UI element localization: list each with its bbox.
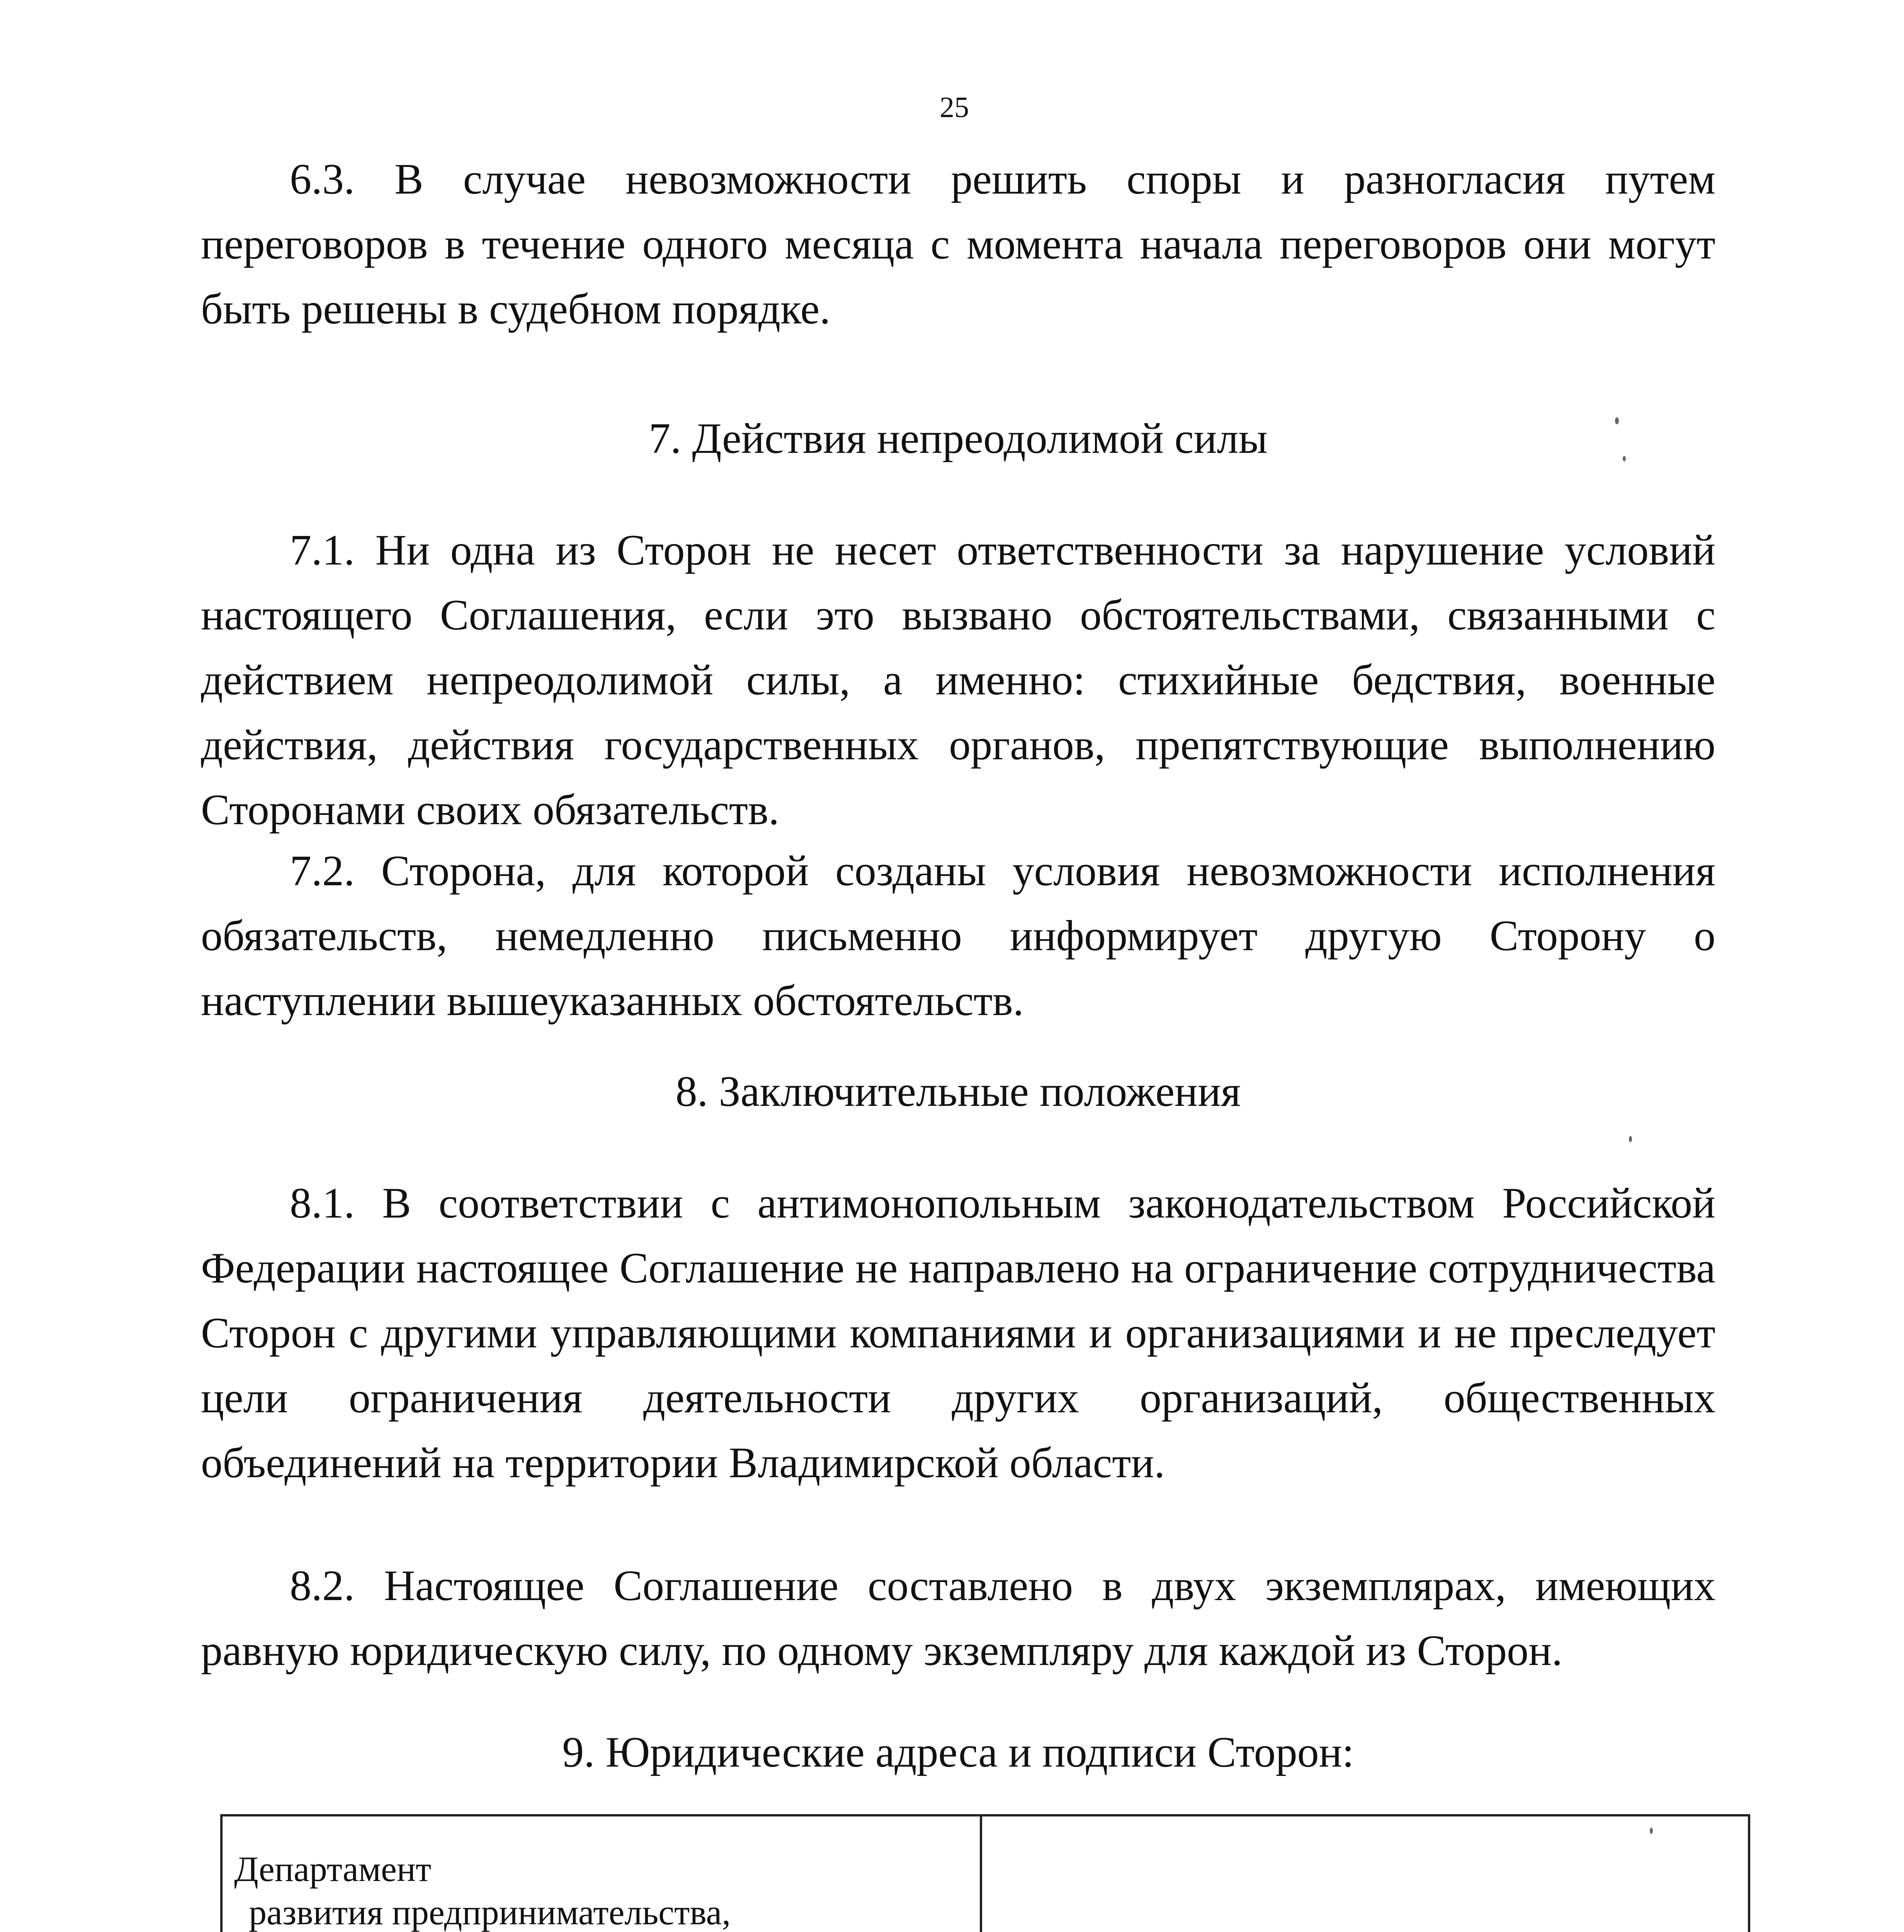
paragraph-7-1: 7.1. Ни одна из Сторон не несет ответственности за нарушение условий настоящего Соглашения, если это вызвано обстоятельствами, связанными с действием непреодолимой силы, а именно: стихийные бедствия, военные действия, действия государственных органов, препятствующие выполнению Сторонами своих обязательств. — [201, 526, 1715, 834]
scan-speck — [1650, 1828, 1653, 1834]
signature-party-left — [234, 1847, 960, 1932]
signature-table — [220, 1814, 1750, 1932]
scan-speck — [1629, 1136, 1632, 1142]
scan-speck — [1615, 417, 1619, 424]
heading-section-9: 9. Юридические адреса и подписи Сторон: — [562, 1728, 1354, 1776]
paragraph-7-2: 7.2. Сторона, для которой созданы условия невозможности исполнения обязательств, немедленно письменно информирует другую Сторону о наступлении вышеуказанных обстоятельств. — [201, 847, 1715, 1025]
heading-section-7: 7. Действия непреодолимой силы — [649, 415, 1268, 463]
paragraph-6-3: 6.3. В случае невозможности решить споры и разногласия путем переговоров в течение одного месяца с момента начала переговоров они могут быть решены в судебном порядке. — [201, 155, 1715, 333]
scan-speck — [1623, 456, 1626, 461]
heading-section-8: 8. Заключительные положения — [675, 1068, 1241, 1116]
party-left-line-2: развития предпринимательства, — [249, 1893, 731, 1932]
party-left-line-1: Департамент — [234, 1849, 432, 1889]
paragraph-8-2: 8.2. Настоящее Соглашение составлено в двух экземплярах, имеющих равную юридическую силу, по одному экземпляру для каждой из Сторон. — [201, 1562, 1715, 1675]
table-column-divider — [980, 1816, 982, 1932]
page-number: 25 — [940, 91, 969, 124]
paragraph-8-1: 8.1. В соответствии с антимонопольным законодательством Российской Федерации настоящее Соглашение не направлено на ограничение сотрудничества Сторон с другими управляющими компаниями и организациями и не преследует цели ограничения деятельности других организаций, общественных объединений на территории Владимирской области. — [201, 1179, 1715, 1487]
